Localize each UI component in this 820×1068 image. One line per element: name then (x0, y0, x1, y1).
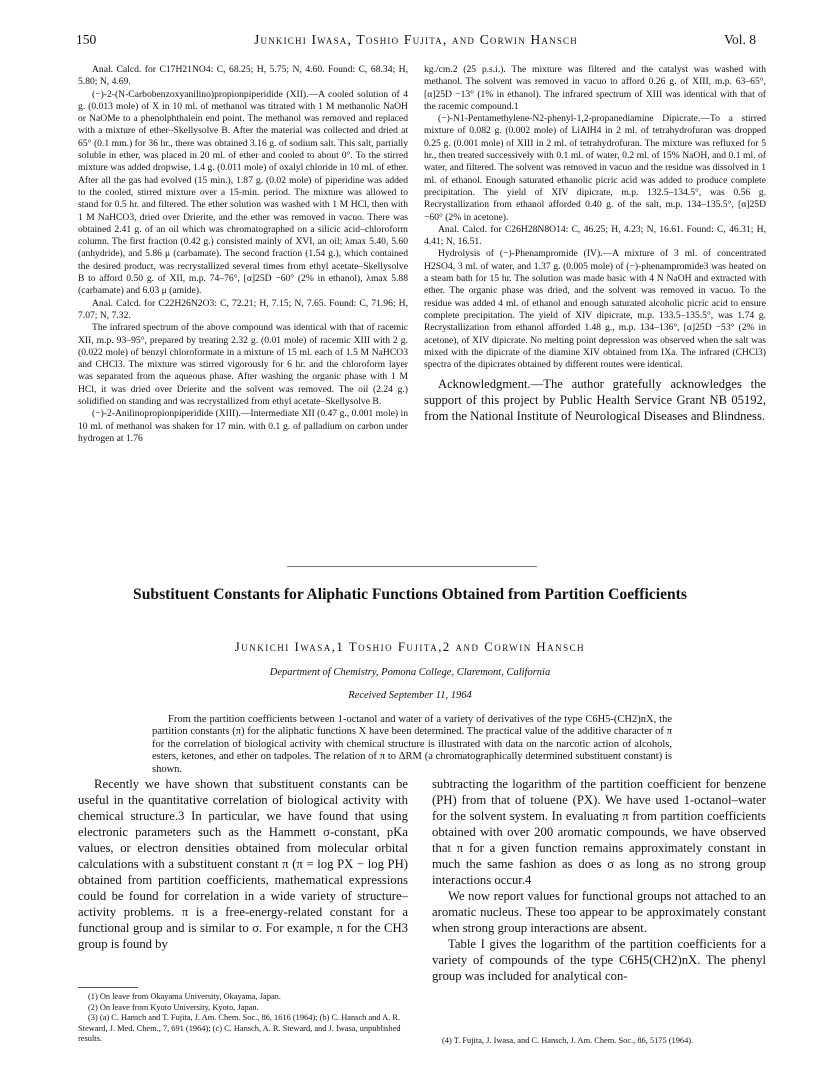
paragraph: The infrared spectrum of the above compound was identical with that of racemic XII, m.p. 93–95°, prepared by treating 2.32 g. (0.01 mole) of racemic XIII with 2 g. (0.022 mole) of benzyl chloroformate in a mixture of 15 ml. each of 1.5 M NaHCO3 and CHCl3. The mixture was stirred vigorously for 6 hr. and the chloroform layer was separated from the aqueous phase. After washing the organic phase with 1 M HCl, it was dried over Drierite and the solvent was removed. The oil (2.24 g.) solidified on standing and was recrystallized from ethyl acetate–Skellysolve B. (78, 322, 408, 408)
paragraph: Table I gives the logarithm of the partition coefficients for a variety of compounds of the type C6H5(CH2)nX. The phenyl group was included for analytical con- (432, 937, 766, 983)
paragraph: We now report values for functional groups not attached to an aromatic nucleus. These too appear to be approximately constant when strong group interactions are absent. (432, 889, 766, 935)
received-date: Received September 11, 1964 (348, 690, 472, 701)
paragraph: (−)-2-Anilinopropionpiperidide (XIII).—Intermediate XII (0.47 g., 0.001 mole) in 10 ml. of methanol was shaken for 17 min. with 0.1 g. of palladium on carbon under hydrogen at 1.76 (78, 408, 408, 444)
article-title: Substituent Constants for Aliphatic Functions Obtained from Partition Coefficients (133, 586, 687, 603)
body-left-column (78, 776, 408, 952)
running-header (76, 32, 756, 50)
article-affiliation: Department of Chemistry, Pomona College, Claremont, California (269, 667, 551, 678)
page-number: 150 (76, 32, 97, 47)
acknowledgment: Acknowledgment.—The author gratefully acknowledges the support of this project by Public Health Service Grant NB 05192, from the National Institute of Neurological Diseases and Blindness. (424, 377, 766, 424)
paragraph: (−)-N1-Pentamethylene-N2-phenyl-1,2-propanediamine Dipicrate.—To a stirred mixture of 0.082 g. (0.002 mole) of LiAlH4 in 2 ml. of tetrahydrofuran was dropped 0.25 g. (0.001 mole) of XIII in 2 ml. of tetrahydrofuran. The mixture was refluxed for 5 hr., then treated successively with 0.1 ml. of water, 0.2 ml. of 15% NaOH, and 0.1 ml. of water, and filtered. The solvent was removed in vacuo and the residue was dissolved in 1 ml. of ethanol. Enough saturated ethanolic picric acid was added to produce complete precipitation. The yield of XIV dipicrate, m.p. 132.5–134.5°, was 0.56 g. Recrystallization from ethanol afforded 0.40 g. of the salt, m.p. 134–135.5°, [α]25D −60° (2% in acetone). (424, 113, 766, 223)
paragraph: subtracting the logarithm of the partition coefficient for benzene (PH) from that of toluene (PX). We have used 1-octanol–water for the solvent system. In evaluating π from partition coefficients obtained with over 200 aromatic compounds, we have observed that π for a given function remains approximately constant in much the same fashion as does σ as long as no strong group interactions occur.4 (432, 777, 766, 887)
paragraph: Anal. Calcd. for C26H28N8O14: C, 46.25; H, 4.23; N, 16.61. Found: C, 46.31; H, 4.41; N, 16.51. (424, 223, 766, 248)
footnote: (2) On leave from Kyoto University, Kyoto, Japan. (88, 1002, 259, 1012)
paragraph: Anal. Calcd. for C17H21NO4: C, 68.25; H, 5.75; N, 4.60. Found: C, 68.34; H, 5.80; N, 4.69. (78, 64, 408, 88)
experimental-right-column (424, 64, 766, 425)
footnote: (4) T. Fujita, J. Iwasa, and C. Hansch, J. Am. Chem. Soc., 86, 5175 (1964). (442, 1036, 694, 1045)
paragraph: Anal. Calcd. for C22H26N2O3: C, 72.21; H, 7.15; N, 7.65. Found: C, 71.96; H, 7.07; N, 7.32. (78, 297, 408, 321)
abstract: From the partition coefficients between 1-octanol and water of a variety of derivatives of the type C6H5-(CH2)nX, the partition constants (π) for the aliphatic functions X have been determined. The practical value of the additive character of π for the correlation of biological activity with chemical structure is illustrated with data on the narcotic action of alcohols, esters, ketones, and ether on tadpoles. The relation of π to ΔRM (a chromatographically determined substituent constant) is shown. (152, 714, 672, 775)
footnote-rule (78, 987, 138, 988)
paragraph: Recently we have shown that substituent constants can be useful in the quantitative correlation of biological activity with chemical structure.3 In particular, we have found that using electronic parameters such as the Hammett σ-constant, pKa values, or electron densities obtained from molecular orbital calculations with a substituent constant π (π = log PX − log PH) obtained from partition coefficients, mathematical expressions could be found for correlation in a wide variety of structure–activity problems. π is a free-energy-related constant for a functional group and is similar to σ. For example, π for the CH3 group is found by (78, 777, 408, 951)
article-authors: Junkichi Iwasa,1 Toshio Fujita,2 and Corwin Hansch (234, 640, 586, 654)
footnote: (1) On leave from Okayama University, Okayama, Japan. (88, 992, 281, 1001)
footnote: (3) (a) C. Hansch and T. Fujita, J. Am. Chem. Soc., 86, 1616 (1964); (b) C. Hansch and A. R. Steward, J. Med. Chem., 7, 691 (1964); (c) C. Hansch, A. R. Steward, and J. Iwasa, unpublished results. (78, 1013, 401, 1043)
running-title: Junkichi Iwasa, Toshio Fujita, and Corwin Hansch (254, 32, 578, 47)
footnotes-left (78, 992, 408, 1045)
volume-label: Vol. 8 (723, 32, 756, 47)
paragraph: kg./cm.2 (25 p.s.i.). The mixture was filtered and the catalyst was washed with methanol. The solvent was removed in vacuo to afford 0.26 g. of XIII, m.p. 63–65°, [α]25D −13° (1% in ethanol). The infrared spectrum of XIII was identical with that of the racemic compound.1 (424, 64, 766, 112)
paragraph: (−)-2-(N-Carbobenzoxyanilino)propionpiperidide (XII).—A cooled solution of 4 g. (0.013 mole) of X in 10 ml. of methanol was titrated with 1 M methanolic NaOH or NaOMe to a phenolphthalein end point. The methanol was removed and replaced with a mixture of ether–Skellysolve B. After the material was collected and dried at 65° (0.1 mm.) for 36 hr., there was obtained 3.16 g. of sodium salt. This salt, partially soluble in ether, was placed in 20 ml. of ether and cooled to about 0°. To the stirred mixture was added dropwise, 1.4 g. (0.011 mole) of oxalyl chloride in 10 ml. of ether. After all the gas had evolved (15 min.), 1.87 g. (0.02 mole) of piperidine was added to the cooled, stirred mixture over a 15-min. period. The mixture was allowed to stand for 0.5 hr. and filtered. The ether solution was washed with 1 M HCl, then with 1 M NaHCO3, dried over Drierite, and the ether was removed in vacuo. There was obtained 2.41 g. of an oil which was chromatographed on a silicic acid–chloroform column. The first fraction (0.42 g.) consisted mainly of XVI, an oil; λmax 5.40, 5.60 (anhydride), and 5.86 μ (carbamate). The second fraction (1.54 g.), which contained the desired product, was recrystallized several times from ethyl acetate–Skellysolve B to afford 0.50 g. of XII, m.p. 74–76°, [α]25D −60° (2% in ethanol), λmax 5.88 (carbamate) and 6.03 μ (amide). (78, 88, 408, 297)
body-right-column (432, 776, 766, 984)
paragraph: Hydrolysis of (−)-Phenampromide (IV).—A mixture of 3 ml. of concentrated H2SO4, 3 ml. of water, and 1.37 g. (0.005 mole) of (−)-phenampromide3 was heated on a steam bath for 15 hr. The solution was made basic with 4 N NaOH and extracted with ether. The organic phase was dried, and the solvent was removed in vacuo. To the residue was added 4 ml. of ethanol and enough saturated alcoholic picric acid to ensure complete precipitation. The yield of XIV dipicrate, m.p. 133.5–135.5°, was 1.74 g. Recrystallization from ethanol afforded 1.48 g., m.p. 134–136°, [α]25D −53° (2% in acetone), of XIV dipicrate. No melting point depression was observed when the salt was mixed with the dipicrate of the diamine XIV obtained from IXa. The infrared (CHCl3) spectra of the dipicrates obtained by different routes were identical. (424, 248, 766, 371)
experimental-left-column (78, 64, 408, 445)
section-divider (287, 566, 537, 567)
